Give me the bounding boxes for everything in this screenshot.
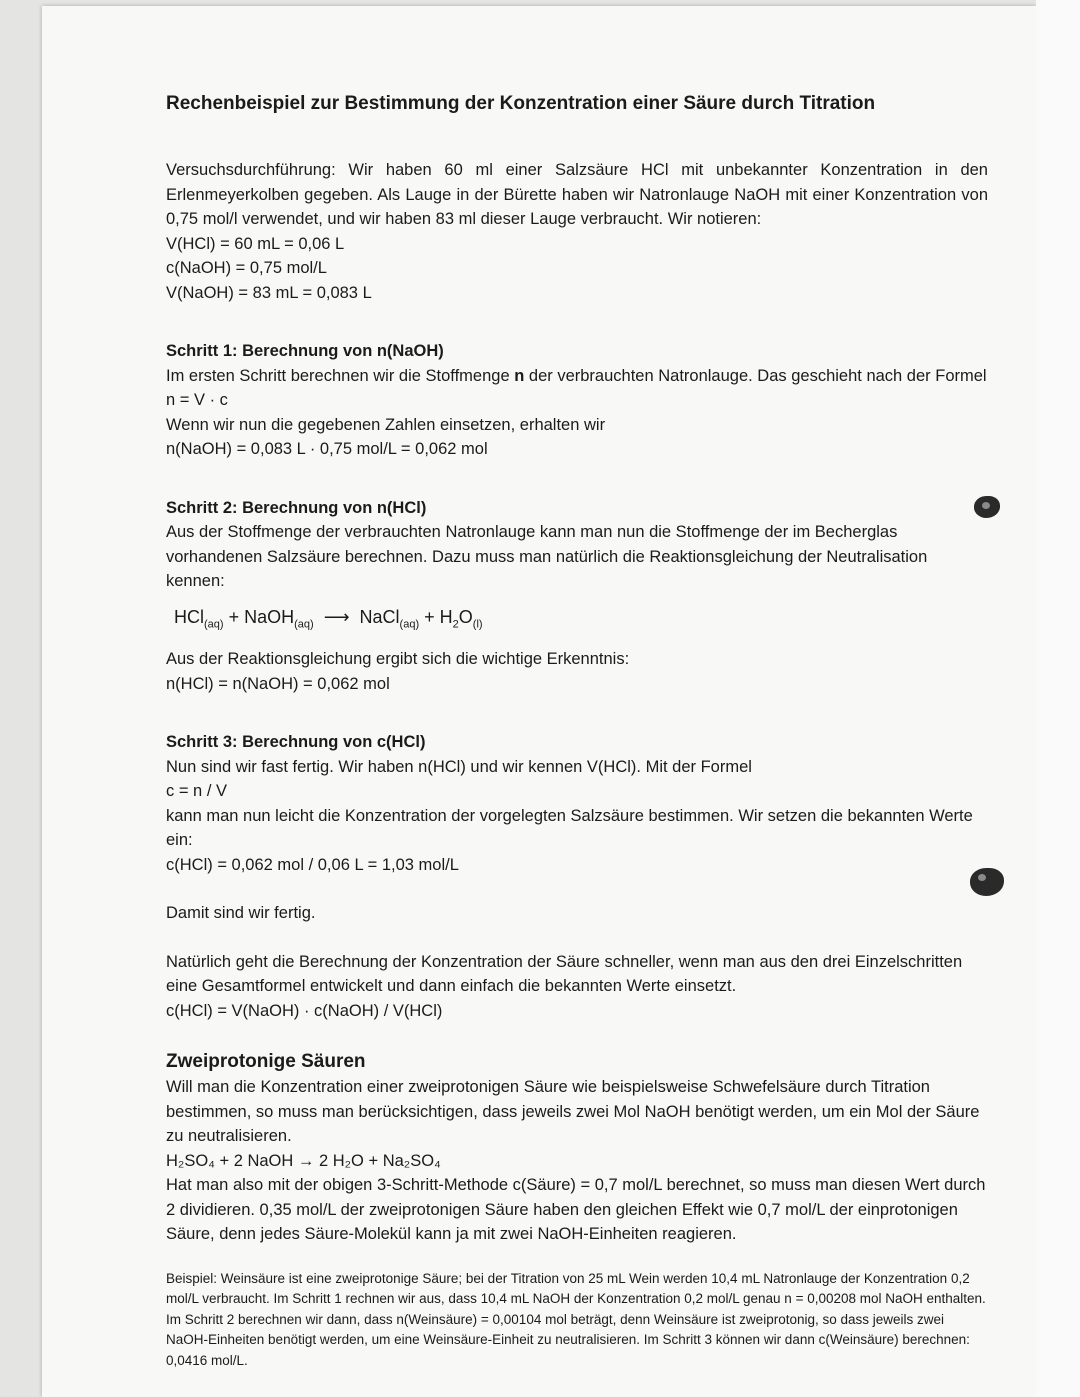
step3-result: c(HCl) = 0,062 mol / 0,06 L = 1,03 mol/L (166, 855, 459, 874)
intro-value: c(NaOH) = 0,75 mol/L (166, 259, 327, 277)
eq-naoh: NaOH (244, 606, 295, 627)
diprotic-heading: Zweiprotonige Säuren (166, 1051, 366, 1073)
eq-hcl: HCl (174, 606, 204, 627)
step2-text: Aus der Stoffmenge der verbrauchten Natronlauge kann man nun die Stoffmenge der im Becherglas vorhandenen Salzsäure berechnen. Dazu muss man natürlich die Reaktionsgleichung der Neutralisation kennen: (166, 523, 928, 590)
eq-h2o-index: 2 (452, 618, 459, 631)
intro-text: Versuchsdurchführung: Wir haben 60 ml einer Salzsäure HCl mit unbekannter Konzentration in den Erlenmeyerkolben gegeben. Als Lauge in der Bürette haben wir Natronlauge NaOH mit einer Konzentration von 0,75 mol/l verwendet, und wir haben 83 ml dieser Lauge verbraucht. Wir notieren: (166, 161, 988, 228)
step3-line2: kann man nun leicht die Konzentration der vorgelegten Salzsäure bestimmen. Wir setzen die bekannten Werte ein: (166, 806, 973, 850)
eq-nacl: NaCl (359, 606, 400, 627)
eq-arrow: ⟶ (323, 606, 350, 627)
shortcut-formula: c(HCl) = V(NaOH) · c(NaOH) / V(HCl) (166, 1001, 443, 1020)
eq-plus: + (228, 606, 240, 627)
step1-text-a: Im ersten Schritt berechnen wir die Stoffmenge (166, 366, 510, 385)
done-section (166, 901, 988, 926)
diprotic-equation: H₂SO₄ + 2 NaOH → 2 H₂O + Na₂SO₄ (166, 1151, 441, 1170)
step3-line1: Nun sind wir fast fertig. Wir haben n(HCl) und wir kennen V(HCl). Mit der Formel (166, 757, 752, 776)
step1-text-b: der verbrauchten Natronlauge. Das geschieht nach der Formel n = V · c (166, 366, 987, 409)
eq-h2o-h: H (439, 606, 453, 627)
done-text: Damit sind wir fertig. (166, 904, 316, 923)
neutralisation-equation (174, 604, 988, 638)
step2-section (166, 496, 988, 697)
step3-heading: Schritt 3: Berechnung von c(HCl) (166, 733, 426, 752)
eq-plus: + (424, 606, 435, 627)
step3-section (166, 730, 988, 877)
eq-naoh-state: (aq) (294, 618, 314, 631)
intro-value: V(NaOH) = 83 mL = 0,083 L (166, 283, 372, 302)
step1-line2: Wenn wir nun die gegebenen Zahlen einsetzen, erhalten wir (166, 415, 606, 434)
step1-result: n(NaOH) = 0,083 L · 0,75 mol/L = 0,062 mol (166, 440, 488, 458)
intro-section (166, 158, 988, 305)
eq-h2o-state: (l) (472, 618, 483, 631)
diprotic-text: Will man die Konzentration einer zweiprotonigen Säure wie beispielsweise Schwefelsäure durch Titration bestimmen, so muss man berücksichtigen, dass jeweils zwei Mol NaOH benötigt werden, um ein Mol der Säure zu neutralisieren. (166, 1078, 980, 1146)
document-body (166, 92, 988, 1371)
shortcut-text: Natürlich geht die Berechnung der Konzentration der Säure schneller, wenn man aus den drei Einzelschritten eine Gesamtformel entwickelt und dann einfach die bekannten Werte einsetzt. (166, 952, 963, 996)
step2-result: n(HCl) = n(NaOH) = 0,062 mol (166, 674, 390, 693)
step1-section (166, 339, 988, 462)
shortcut-section (166, 950, 988, 1024)
eq-h2o-o: O (458, 606, 473, 627)
eq-nacl-state: (aq) (399, 618, 420, 631)
eq-h2o (439, 606, 473, 631)
step2-line2: Aus der Reaktionsgleichung ergibt sich die wichtige Erkenntnis: (166, 650, 630, 669)
intro-value: V(HCl) = 60 mL = 0,06 L (166, 234, 345, 253)
step1-text-n: n (514, 366, 525, 385)
step3-formula: c = n / V (166, 782, 227, 801)
step1-heading: Schritt 1: Berechnung von n(NaOH) (166, 342, 444, 360)
diprotic-section (166, 1049, 988, 1247)
page-edge (1036, 0, 1080, 1397)
step1-text (166, 364, 988, 413)
diprotic-text2: Hat man also mit der obigen 3-Schritt-Methode c(Säure) = 0,7 mol/L berechnet, so muss man diesen Wert durch 2 dividieren. 0,35 mol/L der zweiprotonigen Säure haben den gleichen Effekt wie 0,7 mol/L der einprotonigen Säure, denn jedes Säure-Molekül kann ja mit zwei NaOH-Einheiten reagieren. (166, 1176, 986, 1244)
page-title: Rechenbeispiel zur Bestimmung der Konzentration einer Säure durch Titration (166, 93, 876, 114)
step2-heading: Schritt 2: Berechnung von n(HCl) (166, 498, 427, 517)
eq-hcl-state: (aq) (204, 618, 224, 631)
example-text: Beispiel: Weinsäure ist eine zweiprotonige Säure; bei der Titration von 25 mL Wein werden 10,4 mL Natronlauge der Konzentration 0,2 mol/L verbraucht. Im Schritt 1 rechnen wir aus, dass 10,4 mL NaOH der Konzentration 0,2 mol/L genau n = 0,00208 mol NaOH enthalten. Im Schritt 2 berechnen wir dann, dass n(Weinsäure) = 0,00104 mol beträgt, denn Weinsäure ist zweiprotonig, so dass jeweils zwei NaOH-Einheiten benötigt werden, um eine Weinsäure-Einheit zu neutralisieren. Im Schritt 3 können wir dann c(Weinsäure) berechnen: 0,0416 mol/L. (166, 1270, 986, 1368)
